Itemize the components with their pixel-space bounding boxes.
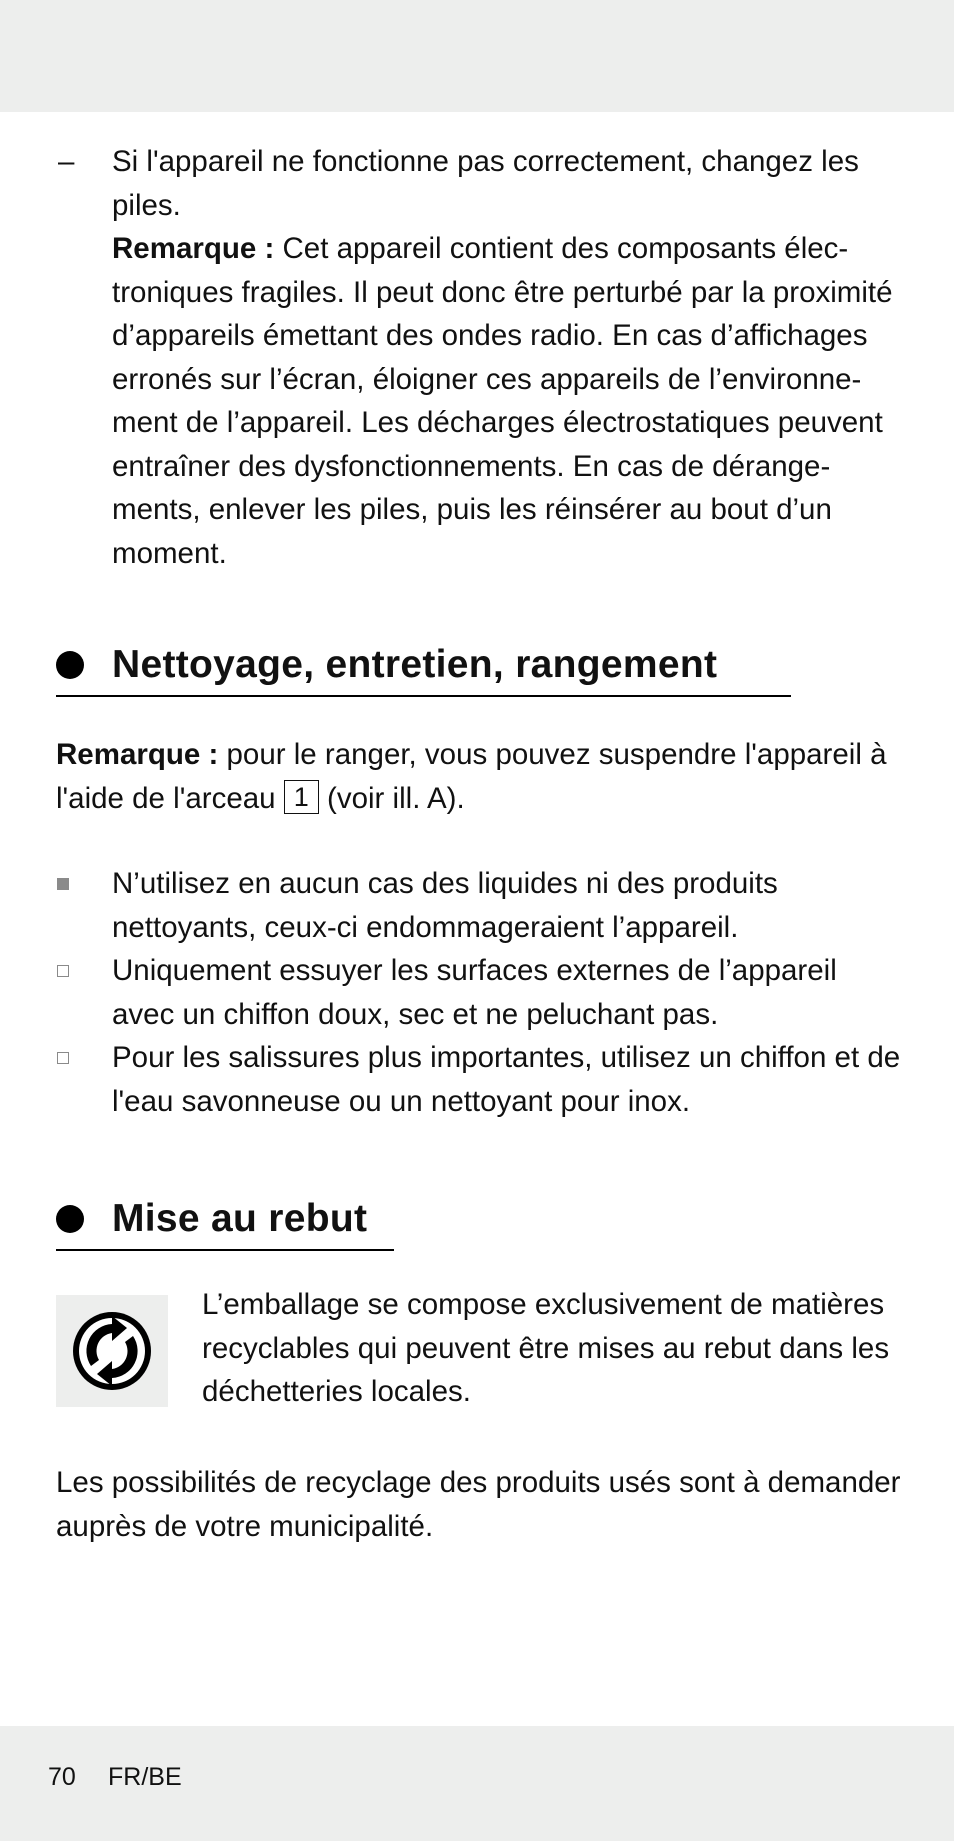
page-number: 70 — [48, 1763, 76, 1791]
heading-bullet-icon — [56, 1205, 84, 1233]
list-item — [56, 949, 902, 1036]
cleaning-remark — [56, 733, 902, 820]
troubleshoot-remark — [112, 227, 902, 575]
cleaning-list — [56, 862, 902, 1123]
green-dot-recycling-icon — [56, 1295, 168, 1407]
empty-square-bullet-icon — [57, 1052, 69, 1064]
language-code: FR/BE — [108, 1763, 182, 1791]
remark-label: Remarque : — [112, 232, 275, 265]
list-item — [56, 862, 902, 949]
list-item-text: Uniquement essuyer les surfaces externes de l’appareil avec un chiffon doux, sec et ne peluchant pas. — [112, 954, 837, 1031]
cleaning-heading-text: Nettoyage, entretien, rangement — [112, 643, 718, 686]
list-item-text: Pour les salissures plus importantes, utilisez un chiffon et de l'eau savonneuse ou un nettoyant pour inox. — [112, 1041, 901, 1118]
list-item — [56, 1036, 902, 1123]
remark-text-before: pour le ranger, vous pouvez suspendre l'appareil à l'aide de l'arceau — [56, 738, 887, 815]
dash-marker: – — [58, 145, 75, 178]
filled-square-bullet-icon — [57, 878, 69, 890]
recycling-info-text: Les possibilités de recyclage des produits usés sont à demander auprès de votre municipalité. — [56, 1466, 901, 1543]
packaging-text: L’emballage se compose exclusivement de matières recyclables qui peuvent être mises au rebut dans les déchetteries locales. — [202, 1288, 890, 1408]
troubleshoot-item — [56, 140, 902, 575]
recycling-symbol-icon — [71, 1310, 153, 1392]
heading-underline — [56, 1249, 394, 1251]
empty-square-bullet-icon — [57, 965, 69, 977]
disposal-heading — [56, 1193, 902, 1253]
page-content — [56, 140, 902, 1548]
heading-bullet-icon — [56, 651, 84, 679]
header-band — [0, 0, 954, 112]
heading-underline — [56, 695, 791, 697]
remark-text-after: (voir ill. A). — [327, 781, 465, 815]
disposal-heading-text: Mise au rebut — [112, 1197, 368, 1240]
troubleshoot-text: Si l'appareil ne fonctionne pas correctement, changez les piles. — [112, 145, 859, 222]
remark-text: Cet appareil contient des composants électroniques fragiles. Il peut donc être perturbé par la proximité d’appareils émettant des ondes radio. En cas d’affichages erronés sur l’écran, éloigner ces appareils de l’environnement de l’appareil. Les décharges électrostatiques peuvent entraîner des dysfonctionnements. En cas de dérangements, enlever les piles, puis les réinsérer au bout d’un moment. — [112, 232, 893, 570]
figure-reference-box: 1 — [284, 780, 319, 814]
packaging-recycling-block — [56, 1288, 902, 1413]
remark-label: Remarque : — [56, 738, 219, 771]
cleaning-heading — [56, 639, 902, 699]
list-item-text: N’utilisez en aucun cas des liquides ni des produits nettoyants, ceux-ci endommageraient l’appareil. — [112, 867, 778, 944]
